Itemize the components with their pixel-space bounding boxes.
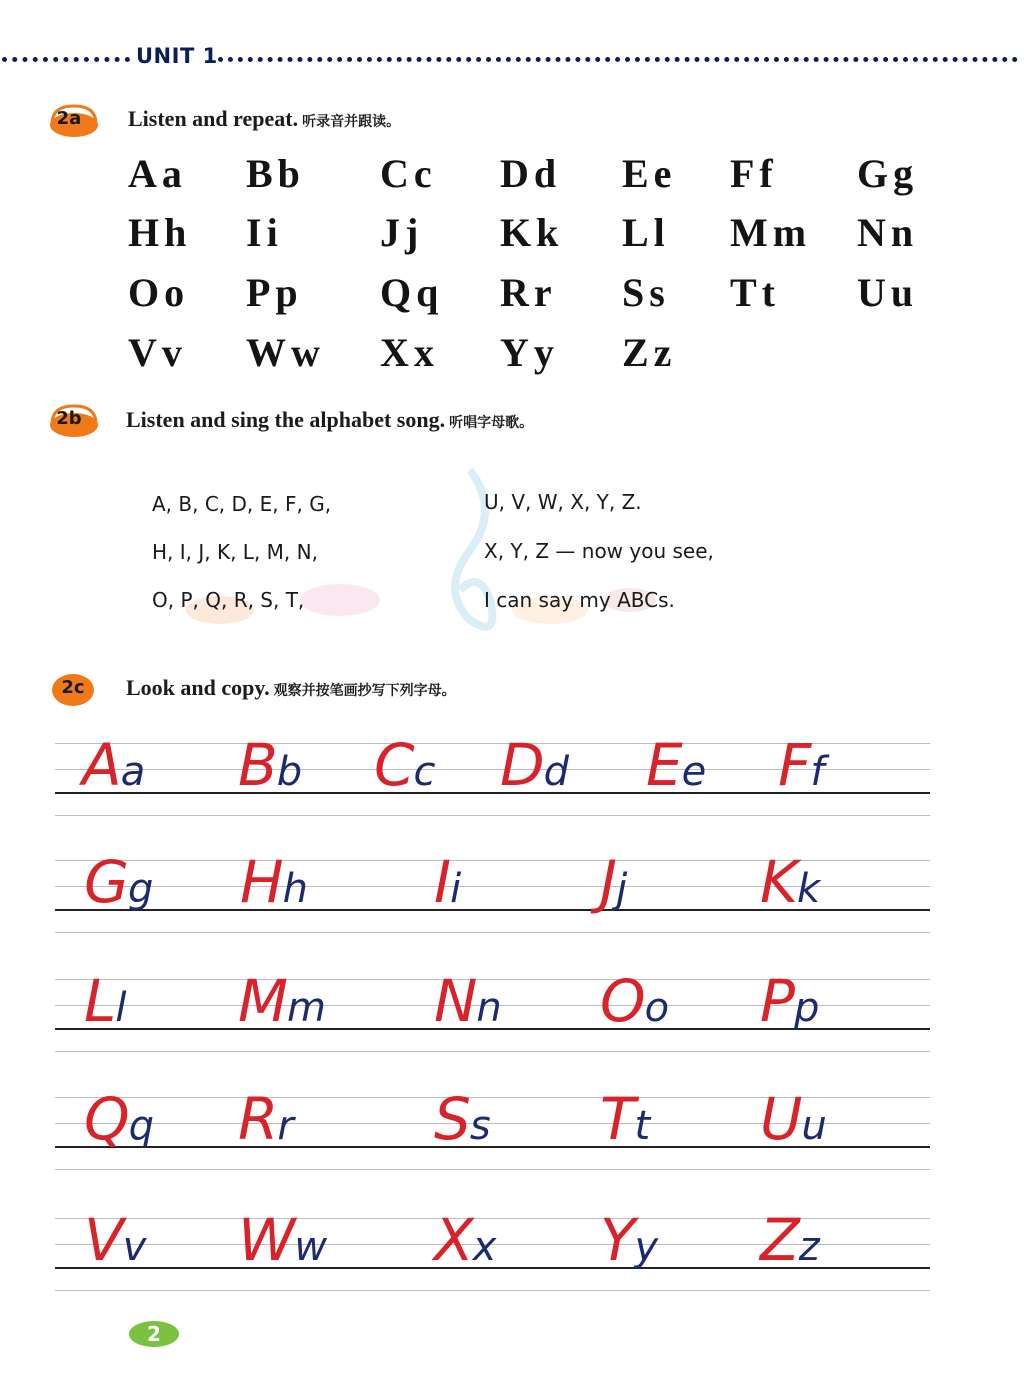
handwriting-letter-pair [760, 1085, 827, 1153]
header-dots-left [2, 57, 130, 62]
alphabet-letter-pair: Rr [500, 270, 557, 315]
lowercase-letter: o [644, 985, 670, 1031]
alphabet-letter-pair: Vv [128, 330, 187, 375]
guide-line [55, 1290, 930, 1291]
alphabet-letter-pair: Ii [246, 210, 283, 255]
section-2b-title-cn: 听唱字母歌。 [449, 416, 534, 431]
handwriting-letter-pair [434, 1085, 491, 1153]
uppercase-letter: N [434, 967, 477, 1035]
uppercase-letter: O [600, 967, 645, 1035]
uppercase-letter: H [240, 848, 283, 916]
uppercase-letter: L [84, 967, 116, 1035]
uppercase-letter: I [434, 848, 451, 916]
section-2c-title-cn: 观察并按笔画抄写下列字母。 [273, 684, 456, 699]
handwriting-letter-pair [646, 731, 706, 799]
alphabet-letter-pair: Pp [246, 270, 303, 315]
alphabet-letter-pair: Zz [622, 330, 677, 375]
lowercase-letter: w [294, 1224, 328, 1270]
unit-label: UNIT 1 [136, 44, 218, 68]
lowercase-letter: e [681, 749, 707, 795]
handwriting-letter-pair [600, 1206, 658, 1274]
uppercase-letter: G [84, 848, 128, 916]
handwriting-letter-pair [240, 848, 308, 916]
uppercase-letter: A [82, 731, 121, 799]
alphabet-letter-pair: Ll [622, 210, 670, 255]
uppercase-letter: Q [84, 1085, 129, 1153]
alphabet-letter-pair: Xx [380, 330, 439, 375]
lowercase-letter: b [276, 749, 303, 795]
alphabet-letter-pair: Mm [730, 210, 812, 255]
handwriting-letter-pair [760, 967, 819, 1035]
handwriting-letter-pair [760, 848, 820, 916]
alphabet-letter-pair: Nn [857, 210, 919, 255]
alphabet-letter-pair: Gg [857, 151, 919, 196]
lowercase-letter: u [801, 1103, 827, 1149]
alphabet-letter-pair: Hh [128, 210, 192, 255]
lowercase-letter: t [634, 1103, 651, 1149]
handwriting-letter-pair [760, 1206, 820, 1274]
uppercase-letter: E [646, 731, 682, 799]
lowercase-letter: a [120, 749, 146, 795]
guide-line [55, 1051, 930, 1052]
alphabet-letter-pair: Dd [500, 151, 562, 196]
handwriting-letter-pair [600, 848, 627, 916]
alphabet-letter-pair: Oo [128, 270, 190, 315]
alphabet-letter-pair: Uu [857, 270, 919, 315]
section-2a-badge [44, 104, 94, 134]
handwriting-letter-pair [434, 967, 502, 1035]
handwriting-letter-pair [84, 1206, 146, 1274]
handwriting-letter-pair [238, 967, 326, 1035]
lowercase-letter: p [793, 985, 820, 1031]
handwriting-letter-pair [84, 848, 153, 916]
section-2a-title-cn: 听录音并跟读。 [302, 115, 401, 130]
lowercase-letter: n [476, 985, 502, 1031]
lowercase-letter: i [450, 866, 462, 912]
page-number: 2 [147, 1322, 161, 1346]
uppercase-letter: V [84, 1206, 123, 1274]
handwriting-letter-pair [84, 1085, 154, 1153]
handwriting-letter-pair [500, 731, 569, 799]
handwriting-letter-pair [600, 1085, 650, 1153]
alphabet-letter-pair: Yy [500, 330, 559, 375]
lowercase-letter: k [797, 866, 821, 912]
lowercase-letter: x [472, 1224, 497, 1270]
lowercase-letter: h [282, 866, 308, 912]
handwriting-letter-pair [238, 731, 302, 799]
alphabet-letter-pair: Tt [730, 270, 780, 315]
handwriting-letter-pair [434, 848, 461, 916]
section-2b-badge-label: 2b [56, 408, 82, 429]
handwriting-letter-pair [84, 967, 126, 1035]
section-2a-heading [128, 106, 400, 132]
song-line: X, Y, Z — now you see, [484, 539, 714, 563]
uppercase-letter: F [778, 731, 811, 799]
section-2b-heading [126, 407, 533, 433]
lowercase-letter: v [122, 1224, 147, 1270]
lowercase-letter: z [798, 1224, 820, 1270]
uppercase-letter: J [600, 848, 617, 916]
song-line: U, V, W, X, Y, Z. [484, 490, 642, 514]
lowercase-letter: g [127, 866, 154, 912]
section-2b-badge [44, 404, 94, 434]
lowercase-letter: y [634, 1224, 659, 1270]
alphabet-letter-pair: Aa [128, 151, 187, 196]
handwriting-letter-pair [778, 731, 824, 799]
section-2c-title: Look and copy. [126, 675, 270, 700]
section-2c-badge-label: 2c [61, 677, 85, 698]
alphabet-letter-pair: Ww [246, 330, 325, 375]
alphabet-letter-pair: Ff [730, 151, 778, 196]
guide-line [55, 815, 930, 816]
alphabet-letter-pair: Ee [622, 151, 677, 196]
uppercase-letter: X [434, 1206, 473, 1274]
section-2c-badge [48, 673, 98, 703]
alphabet-letter-pair: Jj [380, 210, 424, 255]
uppercase-letter: M [238, 967, 288, 1035]
alphabet-letter-pair: Ss [622, 270, 670, 315]
alphabet-letter-pair: Qq [380, 270, 444, 315]
song-line: O, P, Q, R, S, T, [152, 588, 305, 612]
handwriting-letter-pair [238, 1085, 294, 1153]
uppercase-letter: T [600, 1085, 635, 1153]
uppercase-letter: B [238, 731, 277, 799]
uppercase-letter: C [374, 731, 414, 799]
alphabet-letter-pair: Cc [380, 151, 437, 196]
section-2b-title: Listen and sing the alphabet song. [126, 407, 446, 432]
uppercase-letter: R [238, 1085, 278, 1153]
lowercase-letter: j [616, 866, 628, 912]
lowercase-letter: l [115, 985, 127, 1031]
lowercase-letter: m [287, 985, 327, 1031]
handwriting-letter-pair [434, 1206, 496, 1274]
section-2a-badge-label: 2a [56, 108, 82, 129]
page-number-badge [128, 1319, 180, 1349]
uppercase-letter: P [760, 967, 794, 1035]
alphabet-letter-pair: Bb [246, 151, 305, 196]
header-dots-right [218, 57, 1018, 62]
lowercase-letter: r [277, 1103, 294, 1149]
lowercase-letter: f [810, 749, 825, 795]
uppercase-letter: Y [600, 1206, 635, 1274]
uppercase-letter: K [760, 848, 798, 916]
lowercase-letter: q [128, 1103, 155, 1149]
song-line: I can say my ABCs. [484, 588, 675, 612]
handwriting-letter-pair [374, 731, 436, 799]
guide-line [55, 1169, 930, 1170]
handwriting-letter-pair [82, 731, 145, 799]
uppercase-letter: S [434, 1085, 470, 1153]
guide-line [55, 932, 930, 933]
lowercase-letter: d [543, 749, 570, 795]
uppercase-letter: U [760, 1085, 802, 1153]
uppercase-letter: Z [760, 1206, 799, 1274]
lowercase-letter: s [469, 1103, 491, 1149]
handwriting-letter-pair [238, 1206, 327, 1274]
section-2c-heading [126, 675, 456, 701]
section-2a-title: Listen and repeat. [128, 106, 299, 131]
song-line: H, I, J, K, L, M, N, [152, 540, 318, 564]
lowercase-letter: c [413, 749, 436, 795]
uppercase-letter: W [238, 1206, 295, 1274]
alphabet-letter-pair: Kk [500, 210, 564, 255]
song-line: A, B, C, D, E, F, G, [152, 492, 332, 516]
uppercase-letter: D [500, 731, 544, 799]
handwriting-letter-pair [600, 967, 669, 1035]
